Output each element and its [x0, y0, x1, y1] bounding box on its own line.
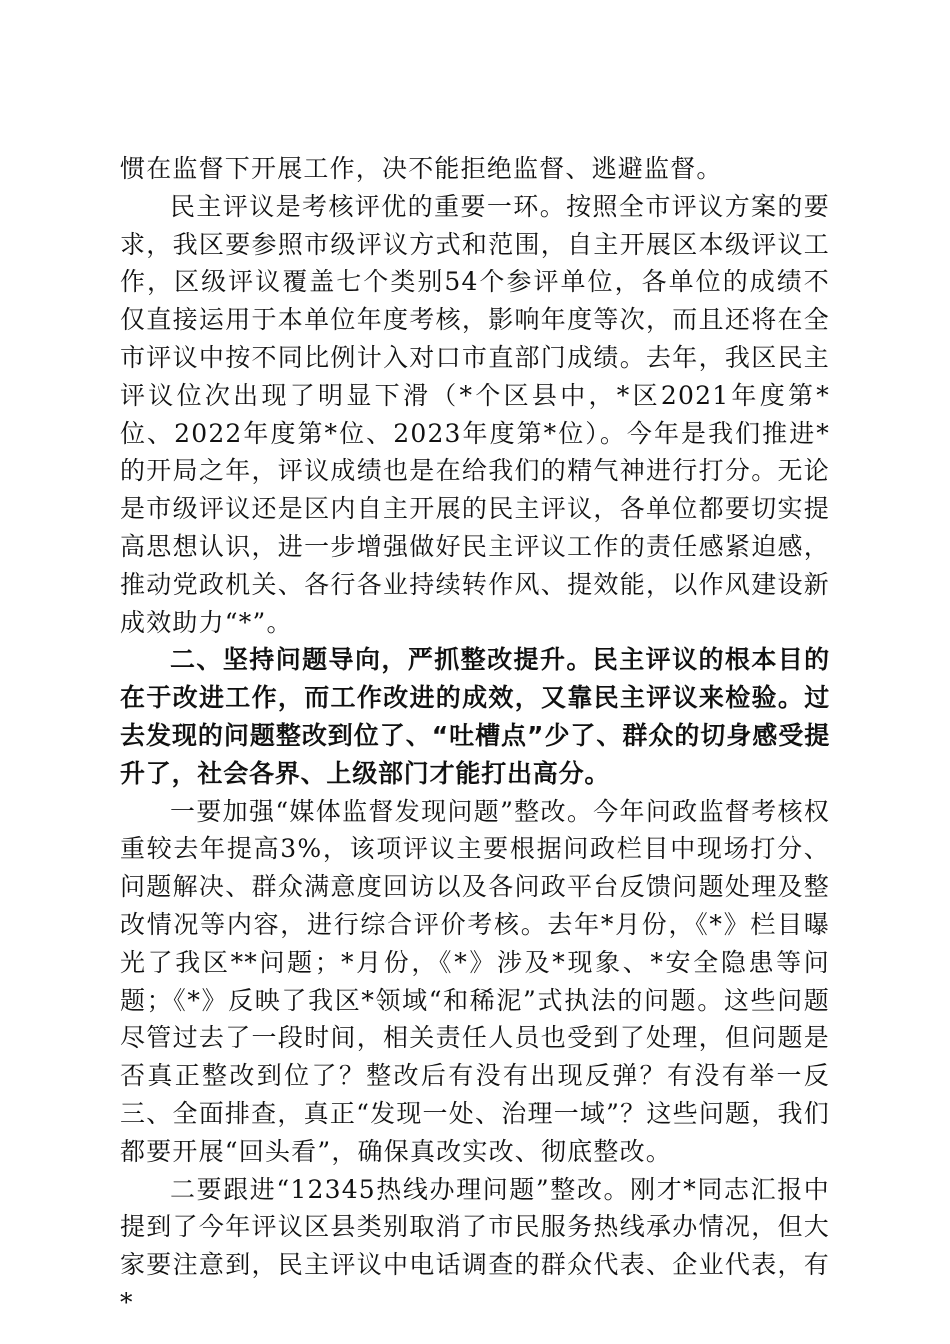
paragraph-hotline-issues: 二要跟进“12345热线办理问题”整改。刚才*同志汇报中提到了今年评议区县类别取消了市民服务热线承办情况，但大家要注意到，民主评议中电话调查的群众代表、企业代表，有*	[120, 1174, 830, 1317]
paragraph-media-supervision: 一要加强“媒体监督发现问题”整改。今年问政监督考核权重较去年提高3%，该项评议主要根据问政栏目中现场打分、问题解决、群众满意度回访以及各问政平台反馈问题处理及整改情况等内容，进行综合评价考核。去年*月份，《*》栏目曝光了我区**问题；*月份，《*》涉及*现象、*安全隐患等问题；《*》反映了我区*领域“和稀泥”式执法的问题。这些问题尽管过去了一段时间，相关责任人员也受到了处理，但问题是否真正整改到位了？整改后有没有出现反弹？有没有举一反三、全面排查，真正“发现一处、治理一域”？这些问题，我们都要开展“回头看”，确保真改实改、彻底整改。	[120, 796, 830, 1166]
paragraph-democratic-review: 民主评议是考核评优的重要一环。按照全市评议方案的要求，我区要参照市级评议方式和范围，自主开展区本级评议工作，区级评议覆盖七个类别54个参评单位，各单位的成绩不仅直接运用于本单位年度考核，影响年度等次，而且还将在全市评议中按不同比例计入对口市直部门成绩。去年，我区民主评议位次出现了明显下滑（*个区县中，*区2021年度第*位、2022年度第*位、2023年度第*位）。今年是我们推进*的开局之年，评议成绩也是在给我们的精气神进行打分。无论是市级评议还是区内自主开展的民主评议，各单位都要切实提高思想认识，进一步增强做好民主评议工作的责任感紧迫感，推动党政机关、各行各业持续转作风、提效能，以作风建设新成效助力“*”。	[120, 191, 830, 637]
document-body	[120, 150, 830, 1322]
section-heading-two: 二、坚持问题导向，严抓整改提升。民主评议的根本目的在于改进工作，而工作改进的成效，又靠民主评议来检验。过去发现的问题整改到位了、“吐槽点”少了、群众的切身感受提升了，社会各界、上级部门才能打出高分。	[120, 645, 830, 788]
paragraph-continuation: 惯在监督下开展工作，决不能拒绝监督、逃避监督。	[120, 154, 723, 183]
